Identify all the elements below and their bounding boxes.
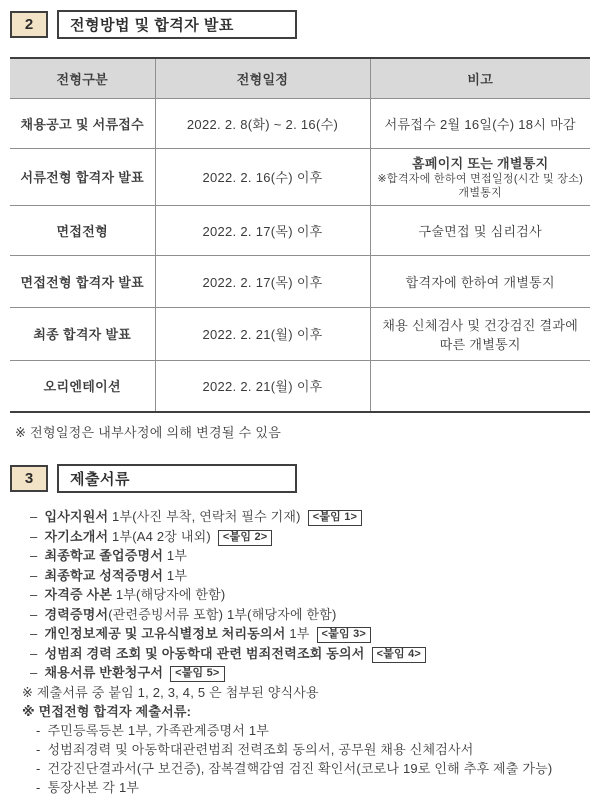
section2-title: 전형방법 및 합격자 발표 [57,10,297,39]
document-name: 입사지원서 [44,509,109,524]
table-row [10,307,590,360]
document-name: 자격증 사본 [44,587,113,602]
dash-marker: – [30,528,38,544]
list-item [30,527,590,546]
cell-schedule: 2022. 2. 21(월) 이후 [155,360,370,412]
list-item [30,663,590,682]
document-detail: 성범죄경력 및 아동학대관련범죄 전력조회 동의서, 공무원 채용 신체검사서 [47,741,474,757]
table-row [10,98,590,148]
cell-schedule: 2022. 2. 17(목) 이후 [155,255,370,307]
document-detail: 1부(해당자에 한함) [112,587,226,602]
column-header-remark: 비고 [370,58,590,98]
column-header-category: 전형구분 [10,58,155,98]
list-item [30,644,590,663]
dash-marker: – [30,645,38,661]
remark-main-text: 홈페이지 또는 개별통지 [412,156,549,171]
list-item [36,740,590,759]
document-detail: 건강진단결과서(구 보건증), 잠복결핵감염 검진 확인서(코로나 19로 인해 추후 제출 가능) [47,760,553,776]
schedule-change-note: ※ 전형일정은 내부사정에 의해 변경될 수 있음 [15,425,282,440]
dash-marker: – [30,548,38,563]
dash-marker: – [30,606,38,622]
cell-category: 최종 합격자 발표 [10,307,155,360]
table-row [10,255,590,307]
attachment-badge: <붙임 5> [170,666,224,682]
cell-category: 면접전형 [10,205,155,255]
list-item [30,585,590,604]
section3-title: 제출서류 [57,464,297,493]
document-detail: 1부 [285,626,310,641]
cell-schedule: 2022. 2. 8(화) ~ 2. 16(수) [155,98,370,148]
table-header-row [10,58,590,98]
dash-marker: – [30,665,38,680]
cell-remark [370,360,590,412]
document-detail: 1부 [163,567,188,583]
schedule-table [10,57,590,413]
dash-marker: - [36,779,41,795]
list-item [30,624,590,643]
document-detail: 통장사본 각 1부 [47,779,140,795]
list-item [30,546,590,565]
forms-usage-note: ※ 제출서류 중 붙임 1, 2, 3, 4, 5 은 첨부된 양식사용 [22,684,319,700]
list-item [36,778,590,797]
document-detail: 주민등록등본 1부, 가족관계증명서 1부 [47,722,270,738]
attachment-badge: <붙임 4> [372,647,426,663]
cell-remark: 합격자에 한하여 개별통지 [370,255,590,307]
table-row [10,205,590,255]
list-item [30,566,590,585]
dash-marker: – [30,626,38,641]
cell-remark: 구술면접 및 심리검사 [370,205,590,255]
attachment-badge: <붙임 3> [317,627,371,643]
dash-marker: – [30,587,38,602]
list-item [36,721,590,740]
cell-remark: 채용 신체검사 및 건강검진 결과에 따른 개별통지 [370,307,590,360]
table-row [10,148,590,205]
section3-header [10,464,590,493]
dash-marker: - [36,760,41,776]
cell-category: 채용공고 및 서류접수 [10,98,155,148]
dash-marker: - [36,741,41,757]
document-name: 채용서류 반환청구서 [44,665,164,680]
cell-remark: 서류접수 2월 16일(수) 18시 마감 [370,98,590,148]
remark-sub-text: ※합격자에 한하여 면접일정(시간 및 장소) 개별통지 [377,173,584,199]
document-name: 자기소개서 [44,528,109,544]
dash-marker: - [36,722,41,738]
dash-marker: – [30,509,38,524]
list-item [30,507,590,526]
document-detail: 1부(A4 2장 내외) [108,528,211,544]
dash-marker: – [30,567,38,583]
list-item [30,605,590,624]
cell-remark [370,148,590,205]
document-detail: 1부 [163,548,188,563]
cell-schedule: 2022. 2. 16(수) 이후 [155,148,370,205]
cell-schedule: 2022. 2. 21(월) 이후 [155,307,370,360]
interview-passers-documents-heading: ※ 면접전형 합격자 제출서류: [22,703,192,719]
cell-category: 서류전형 합격자 발표 [10,148,155,205]
document-list [30,507,590,682]
column-header-schedule: 전형일정 [155,58,370,98]
table-row [10,360,590,412]
document-detail: 1부(사진 부착, 연락처 필수 기재) [108,509,301,524]
attachment-badge: <붙임 1> [308,510,362,526]
document-name: 최종학교 졸업증명서 [44,548,164,563]
document-name: 최종학교 성적증명서 [44,567,164,583]
cell-schedule: 2022. 2. 17(목) 이후 [155,205,370,255]
interview-passers-document-list [36,721,590,797]
section3-number-badge: 3 [10,465,48,492]
cell-category: 오리엔테이션 [10,360,155,412]
document-name: 경력증명서 [44,606,109,622]
list-item [36,759,590,778]
section2-number-badge: 2 [10,11,48,38]
section2-header [10,10,590,39]
document-name: 성범죄 경력 조회 및 아동학대 관련 범죄전력조회 동의서 [44,645,365,661]
document-name: 개인정보제공 및 고유식별정보 처리동의서 [44,626,286,641]
document-detail: (관련증빙서류 포함) 1부(해당자에 한함) [108,606,337,622]
attachment-badge: <붙임 2> [218,530,272,546]
cell-category: 면접전형 합격자 발표 [10,255,155,307]
